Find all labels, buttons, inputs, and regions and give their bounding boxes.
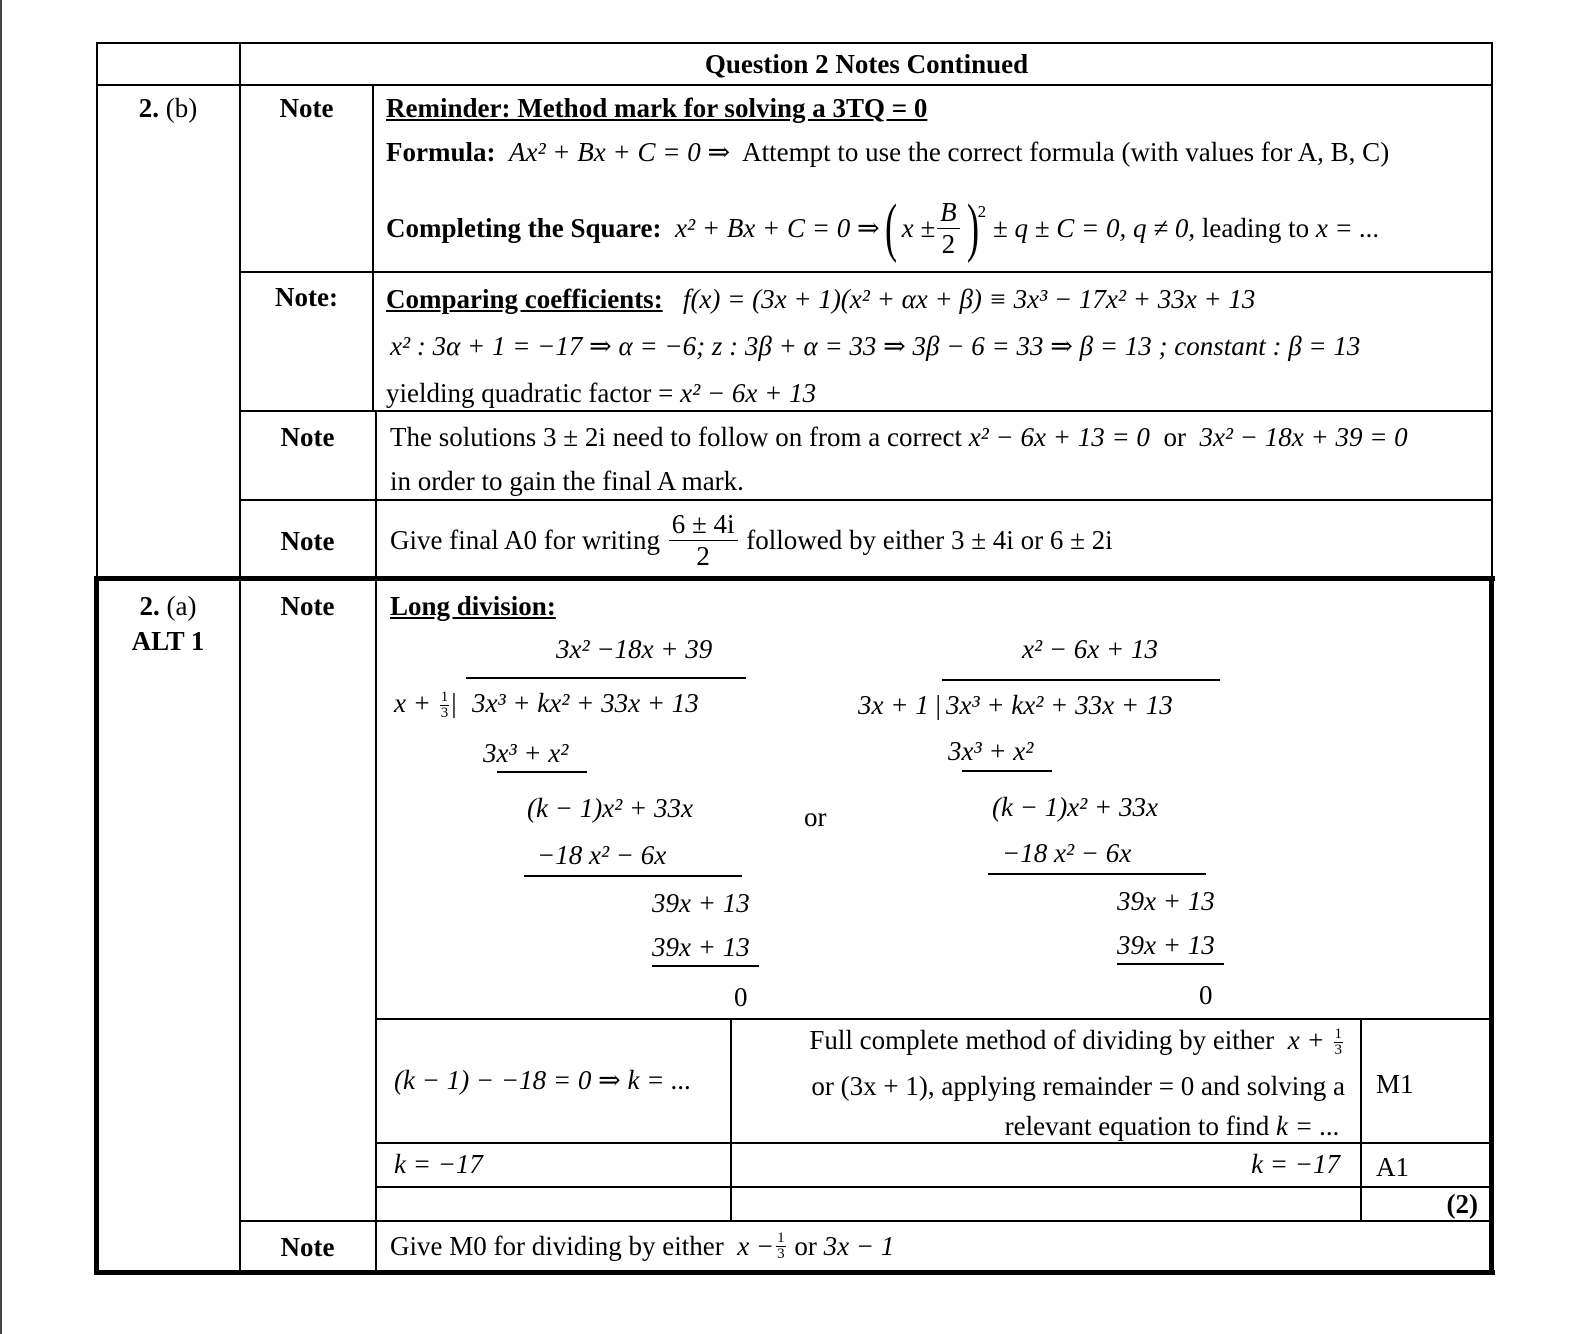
- working-a1: k = −17: [394, 1149, 483, 1179]
- note-label: Note: [280, 591, 335, 621]
- equation-1: x² − 6x + 13 = 0: [968, 422, 1150, 452]
- note-label: Note: [280, 526, 335, 556]
- note-label: Note:: [275, 282, 338, 312]
- comparing-identity: f(x) = (3x + 1)(x² + αx + β) ≡ 3x³ − 17x² + 33x + 13: [682, 284, 1256, 314]
- step-5: 39x + 13: [652, 932, 750, 962]
- long-division-heading: Long division:: [390, 591, 556, 621]
- guidance-m1-line-3: [740, 1110, 1340, 1142]
- reminder-heading: Reminder: Method mark for solving a 3TQ = 0: [386, 93, 928, 123]
- equation-2: 3x² − 18x + 39 = 0: [1199, 422, 1408, 452]
- formula-text: Attempt to use the correct formula (with values for A, B, C): [742, 137, 1390, 167]
- guidance-m1-line-2: or (3x + 1), applying remainder = 0 and solving a: [811, 1071, 1345, 1101]
- step-5: 39x + 13: [1117, 930, 1215, 960]
- a0-text-2: followed by either: [746, 525, 945, 555]
- fraction-denominator: 3: [777, 1245, 785, 1262]
- quotient: x² − 6x + 13: [1022, 634, 1159, 664]
- formula-label: Formula:: [386, 137, 496, 167]
- step-1: 3x³ + x²: [483, 738, 569, 768]
- divisor: x + $\frac{1}{3}$ |: [394, 688, 457, 722]
- completing-square-line: [386, 191, 1380, 264]
- cts-inner-x: x ±: [901, 213, 936, 243]
- m0-expr-b: 3x − 1: [823, 1231, 895, 1261]
- question-label-2b: [96, 92, 240, 124]
- m0-note: [390, 1226, 894, 1266]
- dividend: 3x³ + kx² + 33x + 13: [946, 690, 1173, 720]
- page-edge: [0, 0, 2, 1334]
- or-text: or: [1163, 422, 1186, 452]
- a0-line: [390, 505, 1113, 575]
- step-2: (k − 1)x² + 33x: [527, 793, 693, 823]
- m0-fraction: [776, 1231, 786, 1262]
- step-4: 39x + 13: [652, 888, 750, 918]
- comparing-line-1: [386, 283, 1255, 315]
- step-2: (k − 1)x² + 33x: [992, 792, 1158, 822]
- formula-line: [386, 136, 1389, 168]
- solutions-line-2: in order to gain the final A mark.: [390, 466, 744, 496]
- alt-label: ALT 1: [131, 626, 205, 656]
- question-number: 2.: [139, 591, 160, 621]
- solutions-line-1: [390, 421, 1408, 453]
- mark-m1: M1: [1376, 1069, 1414, 1099]
- page-title: Question 2 Notes Continued: [704, 49, 1029, 79]
- option-2: 6 ± 2i: [1049, 525, 1113, 555]
- note-label: Note: [279, 93, 334, 123]
- comparing-line-2: x² : 3α + 1 = −17 ⇒ α = −6; z : 3β + α = 33 ⇒ 3β − 6 = 33 ⇒ β = 13 ; constant : β = 13: [390, 331, 1361, 361]
- cts-fraction: [937, 196, 960, 259]
- total-marks: (2): [1446, 1189, 1478, 1219]
- fraction-numerator: 6 ± 4i: [669, 511, 738, 541]
- note-label: Note: [280, 422, 335, 452]
- left-paren: (: [884, 191, 897, 264]
- m0-expr-a: x −: [737, 1231, 775, 1261]
- comparing-line-3: [386, 377, 816, 409]
- a0-fraction: [669, 508, 738, 571]
- or-label: or: [804, 802, 827, 832]
- question-label-2a: [96, 590, 240, 622]
- mark-a1: A1: [1376, 1152, 1409, 1182]
- fraction-denominator: 2: [696, 540, 710, 571]
- cts-power: 2: [977, 202, 987, 221]
- solutions-text-2: need to follow on from a correct: [612, 422, 962, 452]
- cts-rhs: ± q ± C = 0, q ≠ 0,: [992, 213, 1196, 243]
- remainder: 0: [734, 982, 748, 1012]
- dividend: 3x³ + kx² + 33x + 13: [472, 688, 699, 718]
- a0-text: Give final A0 for writing: [390, 525, 660, 555]
- fraction-numerator: 1: [440, 689, 449, 706]
- formula-expression: Ax² + Bx + C = 0 ⇒: [508, 137, 731, 167]
- step-4: 39x + 13: [1117, 886, 1215, 916]
- fraction-denominator: 3: [440, 705, 449, 722]
- solutions-text: The solutions: [390, 422, 537, 452]
- step-1: 3x³ + x²: [948, 736, 1034, 766]
- cts-tail: leading to: [1201, 213, 1310, 243]
- or-text: or: [1020, 525, 1044, 555]
- quadratic-factor-text: yielding quadratic factor =: [386, 378, 674, 408]
- divisor: 3x + 1 |: [858, 690, 941, 720]
- cts-result: x = ...: [1315, 213, 1380, 243]
- cts-label: Completing the Square:: [386, 213, 662, 243]
- working-m1: (k − 1) − −18 = 0 ⇒ k = ...: [394, 1065, 692, 1095]
- guidance-expr: k = ...: [1276, 1111, 1340, 1141]
- cts-lhs: x² + Bx + C = 0 ⇒: [675, 213, 880, 243]
- question-part: (a): [159, 591, 197, 621]
- m0-text: Give M0 for dividing by either: [390, 1231, 724, 1261]
- fraction-denominator: 3: [1334, 1042, 1342, 1059]
- remainder: 0: [1199, 980, 1213, 1010]
- guidance-text: relevant equation to find: [1004, 1111, 1270, 1141]
- question-number: 2.: [138, 93, 159, 123]
- divisor-fraction: [440, 690, 450, 721]
- guidance-text: Full complete method of dividing by either: [809, 1025, 1275, 1055]
- fraction-denominator: 2: [941, 228, 956, 259]
- step-3: −18 x² − 6x: [1002, 838, 1132, 868]
- guidance-a1: k = −17: [1251, 1149, 1340, 1179]
- comparing-heading: Comparing coefficients:: [386, 284, 663, 314]
- fraction-numerator: B: [937, 199, 960, 229]
- guidance-m1-line-1: [740, 1024, 1345, 1058]
- fraction-numerator: 1: [777, 1229, 785, 1246]
- divisor-text: 3x + 1: [858, 690, 929, 720]
- quotient: 3x² −18x + 39: [556, 634, 713, 664]
- guidance-fraction: [1334, 1027, 1344, 1058]
- divisor-text: x +: [394, 688, 431, 718]
- question-part: (b): [159, 93, 198, 123]
- option-1: 3 ± 4i: [950, 525, 1014, 555]
- solutions-value: 3 ± 2i: [543, 422, 606, 452]
- note-label: Note: [280, 1232, 335, 1262]
- or-text: or: [794, 1231, 817, 1261]
- guidance-expr: x +: [1287, 1025, 1325, 1055]
- fraction-numerator: 1: [1334, 1026, 1342, 1043]
- quadratic-factor-expr: x² − 6x + 13: [680, 378, 817, 408]
- step-3: −18 x² − 6x: [537, 840, 667, 870]
- right-paren: ): [966, 191, 979, 264]
